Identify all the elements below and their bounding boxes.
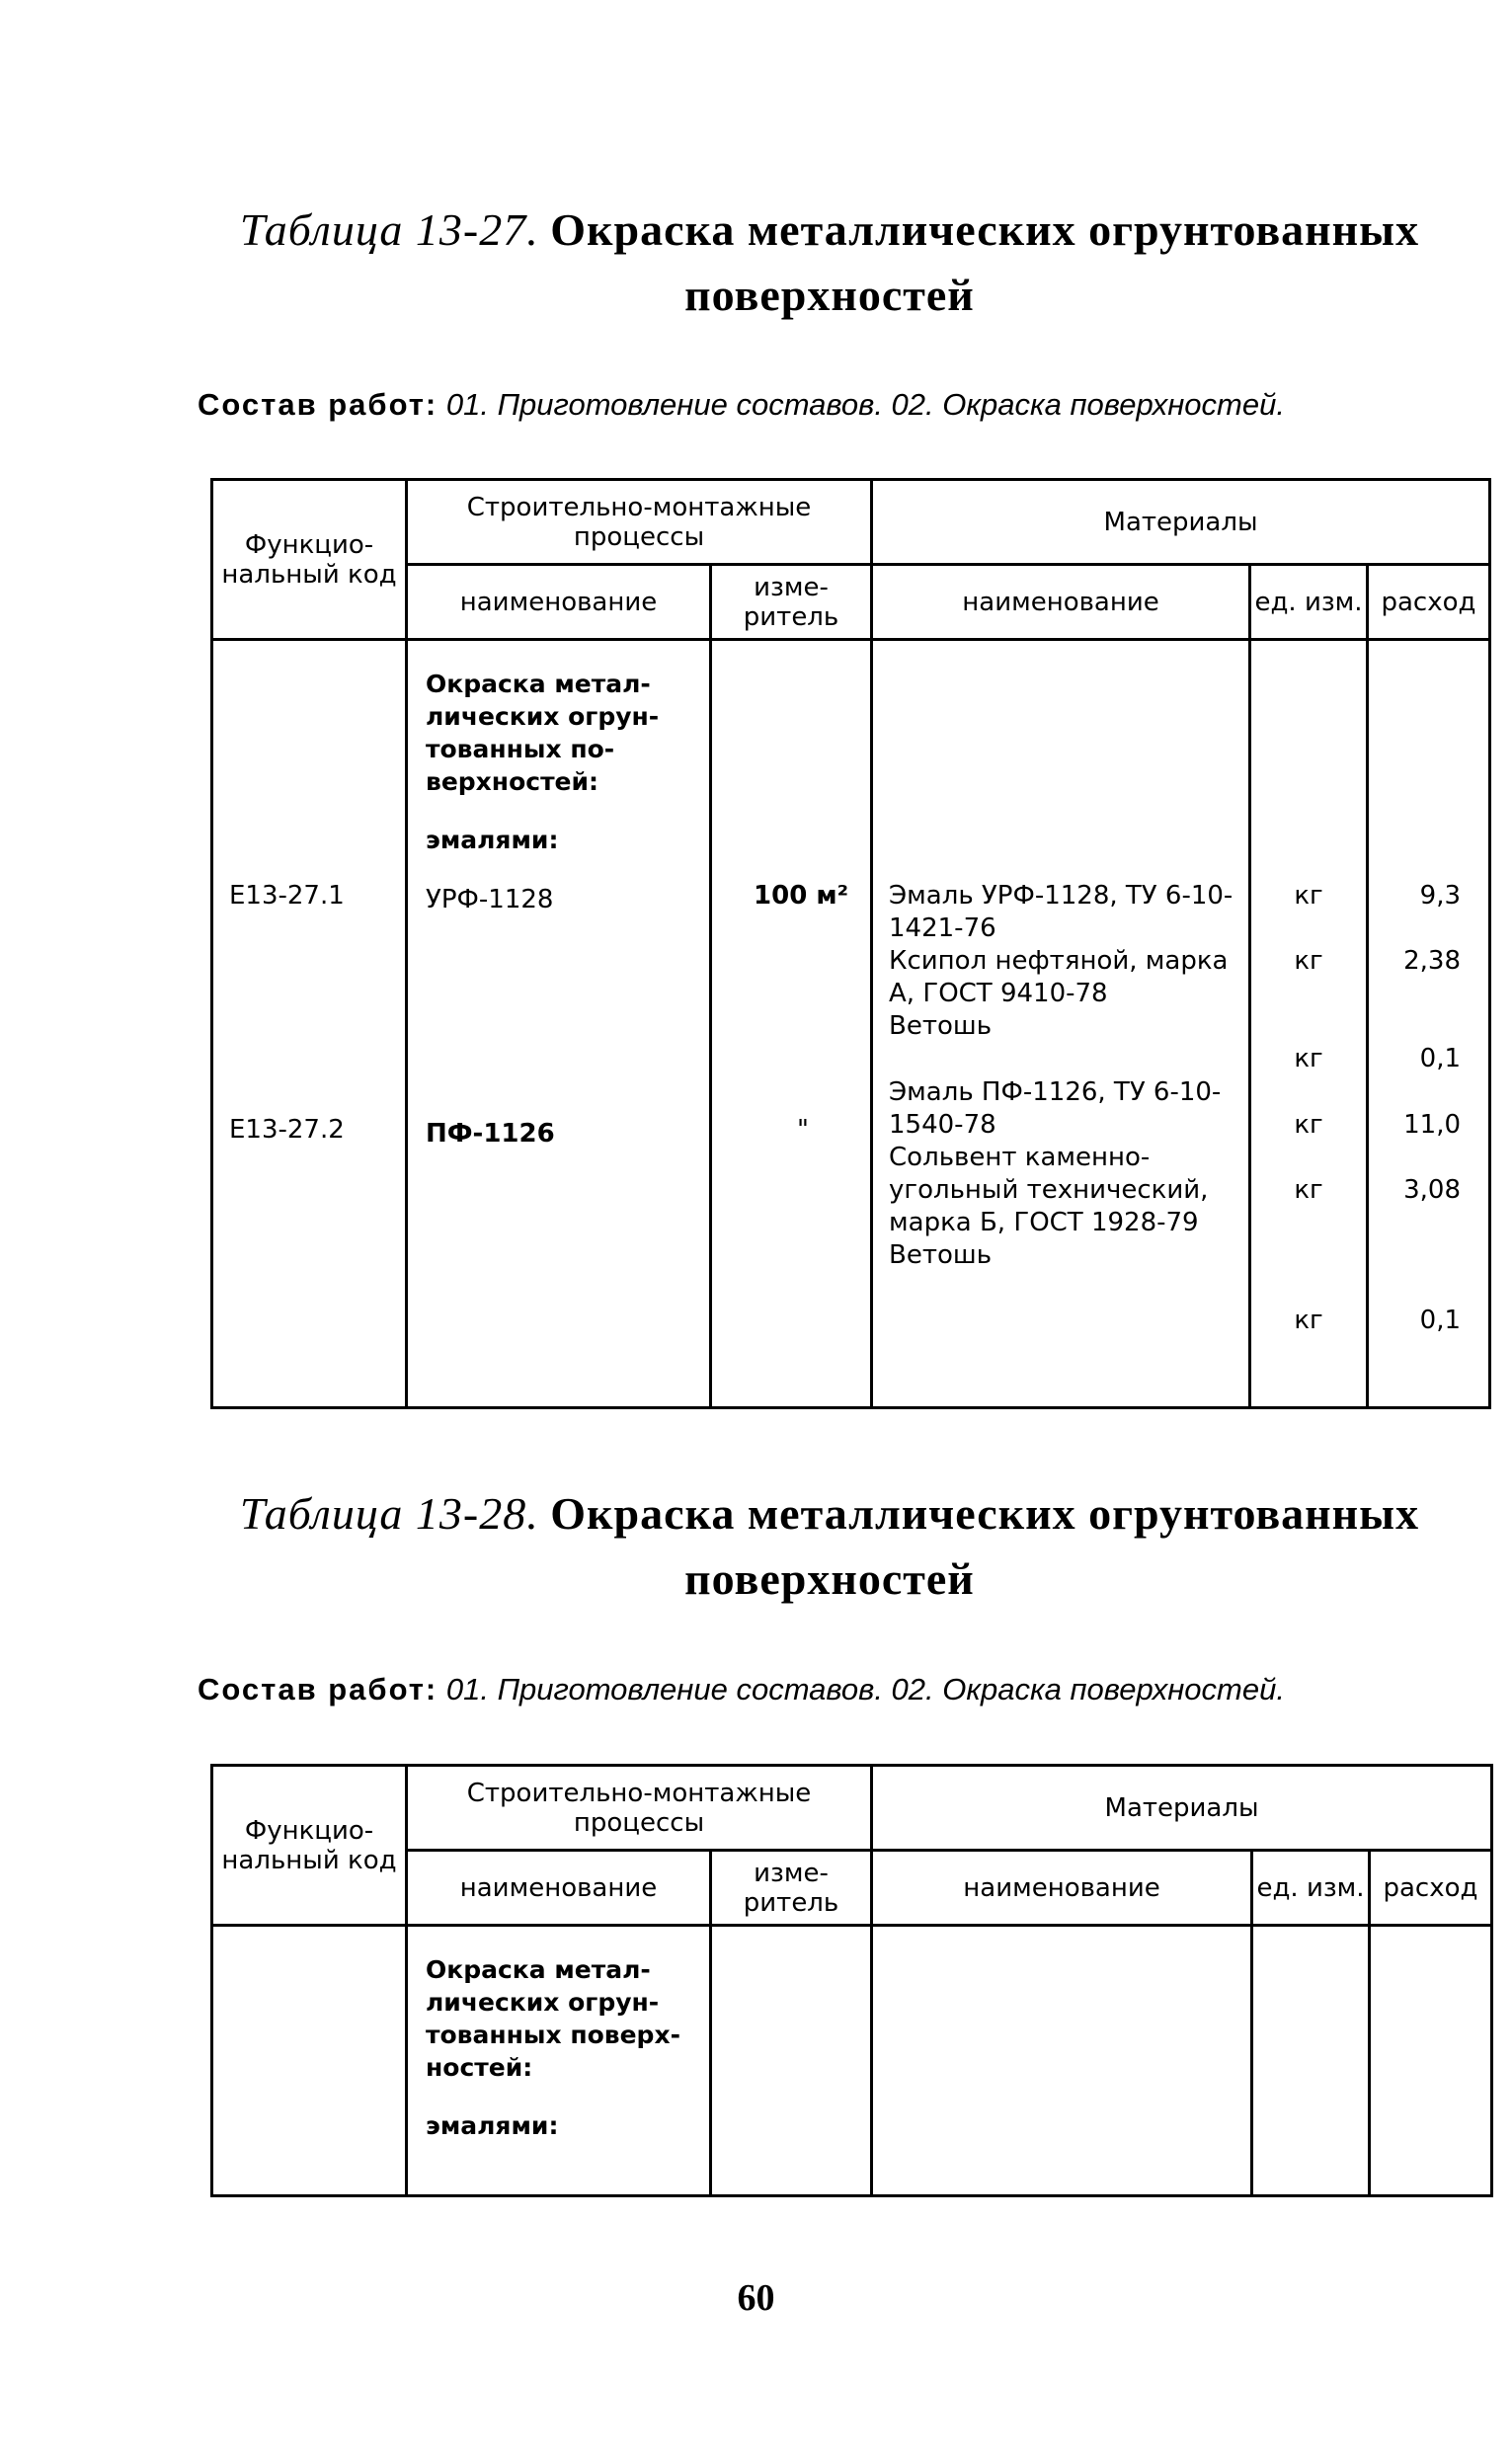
code-column [212, 1926, 407, 2196]
header-material-name: наименование [872, 565, 1250, 640]
material-qty: 9,3 [1419, 881, 1462, 911]
section-heading: Окраска метал-лических огрун-тованных по-верхностей: [426, 670, 660, 796]
material-qty: 0,1 [1419, 1306, 1462, 1335]
header-measure: изме-ритель [711, 1851, 872, 1926]
table2-title-prefix: Таблица 13-28. [239, 1488, 539, 1539]
process-column [407, 640, 711, 1408]
material-name: Эмаль УРФ-1128, ТУ 6-10-1421-76 [889, 881, 1233, 943]
table1-title [178, 198, 1481, 328]
table1-title-main: Окраска металлических огрунтованных [550, 204, 1420, 255]
row-process: УРФ-1128 [426, 885, 554, 914]
header-measure: изме-ритель [711, 565, 872, 640]
material-unit: кг [1294, 1175, 1323, 1205]
header-consumption: расход [1370, 1851, 1492, 1926]
material-qty: 2,38 [1403, 946, 1462, 976]
row-code: Е13-27.1 [229, 881, 345, 911]
header-func-code: Функцио-нальный код [212, 480, 407, 640]
header-materials: Материалы [872, 480, 1490, 565]
table1-composition-lead: Состав работ: [198, 387, 438, 422]
unit-column [1252, 1926, 1370, 2196]
header-processes: Строительно-монтажные процессы [407, 480, 872, 565]
header-consumption: расход [1368, 565, 1490, 640]
header-func-code: Функцио-нальный код [212, 1766, 407, 1926]
header-process-name: наименование [407, 1851, 711, 1926]
header-processes: Строительно-монтажные процессы [407, 1766, 872, 1851]
material-qty: 0,1 [1419, 1044, 1462, 1073]
header-materials: Материалы [872, 1766, 1492, 1851]
material-unit: кг [1294, 1110, 1323, 1140]
table2-composition [198, 1672, 1501, 1707]
material-name-column [872, 640, 1250, 1408]
consumption-column [1370, 1926, 1492, 2196]
code-column [212, 640, 407, 1408]
header-process-name: наименование [407, 565, 711, 640]
measure-column [711, 640, 872, 1408]
material-name: Сольвент каменно-угольный технический, марка Б, ГОСТ 1928-79 [889, 1143, 1209, 1237]
table1 [210, 478, 1491, 1409]
table2-composition-text: 01. Приготовление составов. 02. Окраска поверхностей. [445, 1672, 1285, 1706]
consumption-column [1368, 640, 1490, 1408]
process-column [407, 1926, 711, 2196]
subheading: эмалями: [426, 826, 559, 854]
table1-composition [198, 387, 1501, 423]
row-process: ПФ-1126 [426, 1119, 555, 1149]
unit-column [1250, 640, 1368, 1408]
table2-title-main-line2: поверхностей [684, 1553, 975, 1604]
header-unit: ед. изм. [1250, 565, 1368, 640]
material-qty: 3,08 [1403, 1175, 1462, 1205]
page-number: 60 [737, 2277, 775, 2319]
material-unit: кг [1294, 946, 1323, 976]
subheading: эмалями: [426, 2111, 559, 2140]
material-name: Ветошь [889, 1240, 993, 1270]
material-name: Ветошь [889, 1011, 993, 1041]
header-unit: ед. изм. [1252, 1851, 1370, 1926]
material-name: Ксипол нефтяной, марка А, ГОСТ 9410-78 [889, 946, 1229, 1008]
section-heading: Окраска метал-лических огрун-тованных поверх-ностей: [426, 1955, 680, 2082]
table2-composition-lead: Состав работ: [198, 1672, 438, 1706]
material-unit: кг [1294, 881, 1323, 911]
table1-title-main-line2: поверхностей [684, 270, 975, 320]
row-measure: " [797, 1115, 810, 1145]
table1-title-prefix: Таблица 13-27. [239, 204, 539, 255]
material-unit: кг [1294, 1044, 1323, 1073]
table2-title-main: Окраска металлических огрунтованных [550, 1488, 1420, 1539]
material-qty: 11,0 [1403, 1110, 1462, 1140]
material-name-column [872, 1926, 1252, 2196]
table2-title [178, 1481, 1481, 1612]
table2 [210, 1764, 1493, 2197]
measure-column [711, 1926, 872, 2196]
table1-composition-text: 01. Приготовление составов. 02. Окраска поверхностей. [445, 387, 1285, 422]
material-unit: кг [1294, 1306, 1323, 1335]
row-code: Е13-27.2 [229, 1115, 345, 1145]
material-name: Эмаль ПФ-1126, ТУ 6-10-1540-78 [889, 1077, 1222, 1140]
row-measure: 100 м² [754, 881, 849, 911]
header-material-name: наименование [872, 1851, 1252, 1926]
